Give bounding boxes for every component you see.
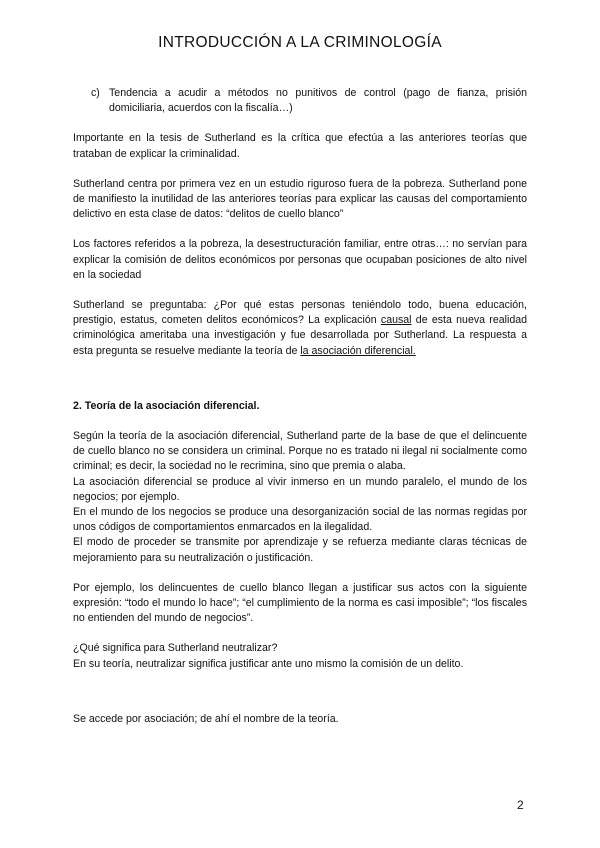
text-segment: Sutherland se preguntaba: ¿Por qué estas personas teniéndolo todo, buena educación, prestigio, estatus, cometen delitos económicos? La explicación [73,299,527,327]
paragraph-factors: Los factores referidos a la pobreza, la desestructuración familiar, entre otras…: no servían para explicar la comisión de delitos económicos por personas que ocupaban posiciones de alto nivel en la sociedad [73,238,527,281]
paragraph-learning: El modo de proceder se transmite por aprendizaje y se refuerza mediante claras técnicas de mejoramiento para su neutralización o justificación. [73,536,527,564]
document-body [73,86,527,727]
page-title: INTRODUCCIÓN A LA CRIMINOLOGÍA [158,34,442,51]
list-marker: c) [91,87,100,99]
paragraph-poverty-study: Sutherland centra por primera vez en un estudio riguroso fuera de la pobreza. Sutherland pone de manifiesto la inutilidad de las anteriores teorías para explicar las causas del comportamiento delictivo en esta clase de datos: “delitos de cuello blanco” [73,177,527,221]
list-item [91,86,527,116]
underlined-term-theory: la asociación diferencial. [300,344,416,357]
page-number: 2 [517,798,524,812]
paragraph-disorganization: En el mundo de los negocios se produce una desorganización social de las normas regidas por unos códigos de comportamientos enmarcados en la ilegalidad. [73,506,527,534]
paragraph-theory: Según la teoría de la asociación diferencial, Sutherland parte de la base de que el delincuente de cuello blanco no se considera un criminal. Porque no es tratado ni ilegal ni socialmente como criminal; es decir, la sociedad no le recrimina, sino que premia o alaba. [73,430,527,473]
paragraph-example: Por ejemplo, los delincuentes de cuello blanco llegan a justificar sus actos con la siguiente expresión: “todo el mundo lo hace”; “el cumplimiento de la norma es casi imposible”; “los fiscales no entienden del mundo de negocios”. [73,581,527,625]
closing-line: Se accede por asociación; de ahí el nombre de la teoría. [73,712,339,725]
answer-line: En su teoría, neutralizar significa justificar ante uno mismo la comisión de un delito. [73,657,464,670]
paragraph-question [73,298,527,359]
paragraph-critique: Importante en la tesis de Sutherland es la crítica que efectúa a las anteriores teorías que trataban de explicar la criminalidad. [73,132,527,160]
section-heading: 2. Teoría de la asociación diferencial. [73,399,260,412]
question-line: ¿Qué significa para Sutherland neutralizar? [73,642,278,655]
paragraph-parallel-world: La asociación diferencial se produce al vivir inmerso en un mundo paralelo, el mundo de los negocios; por ejemplo. [73,475,527,503]
text-segment: de esta nueva realidad criminológica ameritaba una investigación y fue desarrollada por Sutherland. La respuesta a esta pregunta se resuelve mediante la teoría de [73,314,528,357]
list-item-text: Tendencia a acudir a métodos no punitivos de control (pago de fianza, prisión domiciliaria, acuerdos con la fiscalía…) [109,87,527,115]
underlined-term-causal: causal [380,314,412,327]
